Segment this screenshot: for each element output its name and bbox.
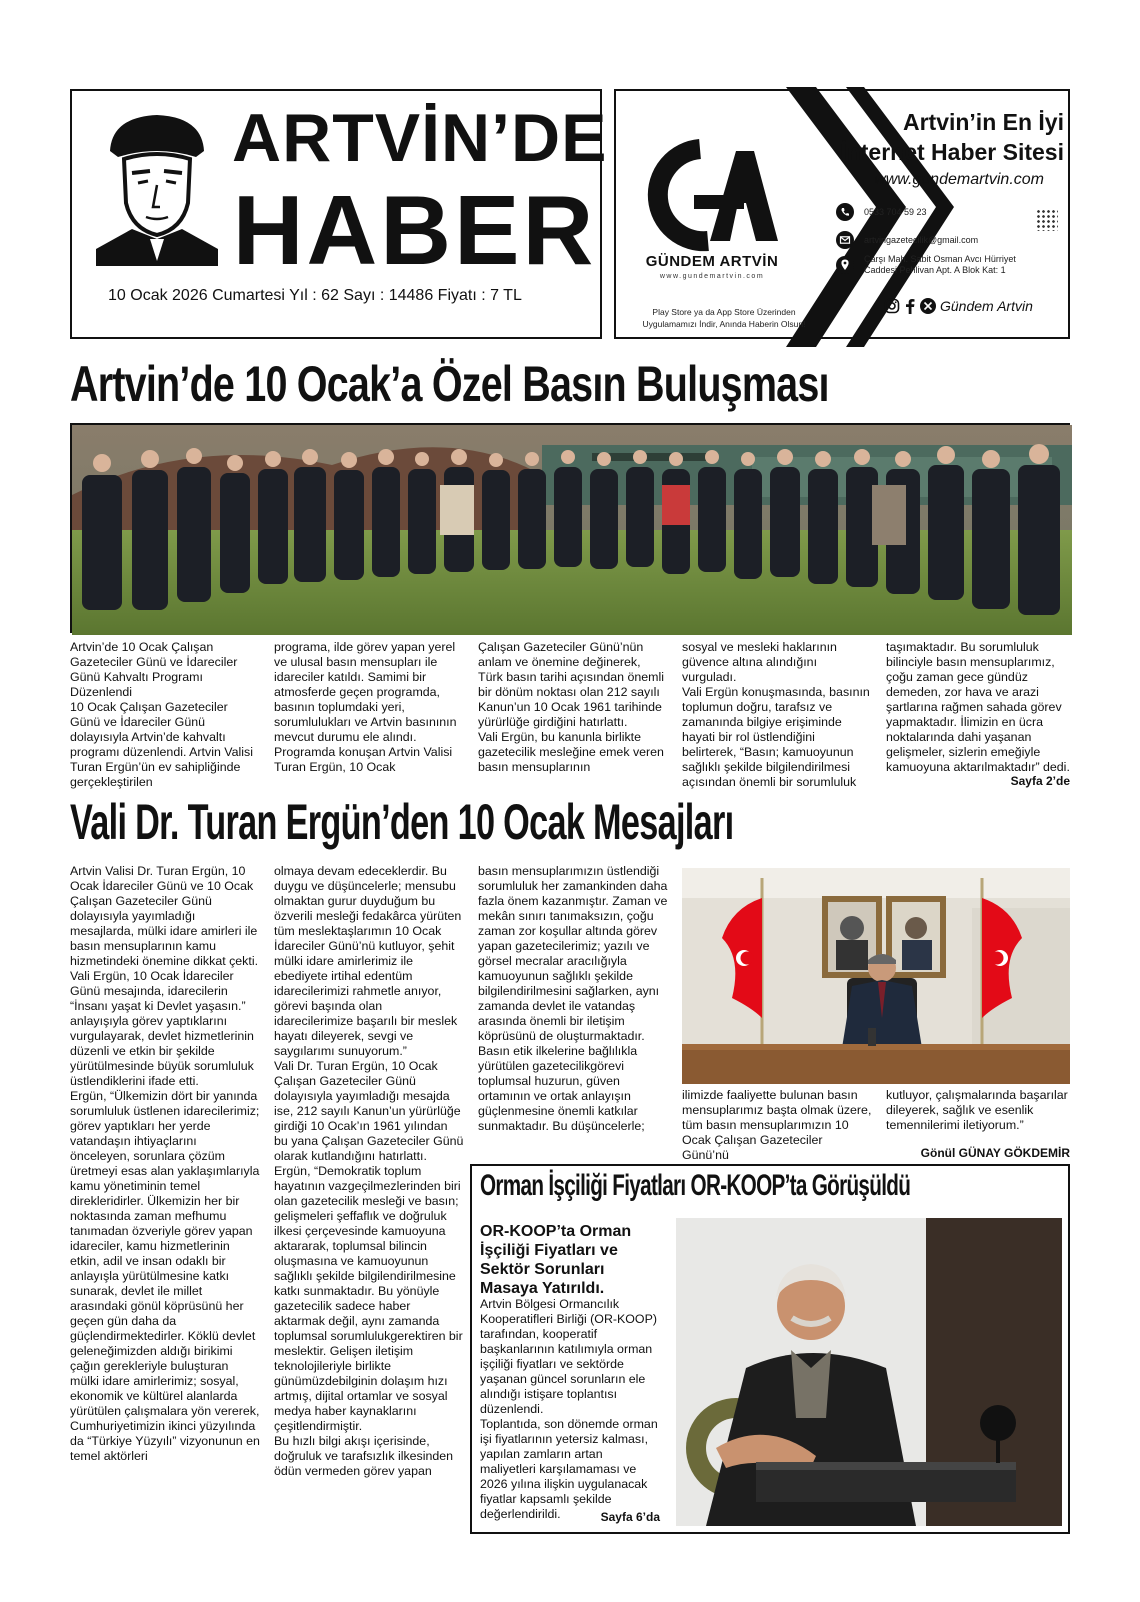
story1-column-1: Artvin’de 10 Ocak Çalışan Gazeteciler Günü ve İdareciler Günü Kahvaltı Programı Düzenlendi 10 Ocak Çalışan Gazeteciler Günü ve İdareciler Günü dolayısıyla Artvin’de kahvaltı programı düzenlendi. Artvin Valisi Turan Ergün’ün ev sahipliğinde gerçekleştirilen xyxy=(70,640,253,789)
location-pin-icon xyxy=(836,256,854,274)
story3-body: Artvin Bölgesi Ormancılık Kooperatifleri Birliği (OR-KOOP) tarafından, kooperatif başkanlarının katılımıyla orman işçiliği fiyatları ve sektörde yaşanan güncel sorunların ele alındığı istişare toplantısı düzenlendi. Toplantıda, son dönemde orman işi fiyatlarının yetersiz kalması, yapılan zamların artan maliyetleri karşılamaması ve 2026 yılına ilişkin uygulanacak fiyatlar kapsamlı şekilde değerlendirildi. xyxy=(480,1297,658,1521)
ad-brand-url-small: www.gundemartvin.com xyxy=(659,273,765,280)
story2-column-3: basın mensuplarımızın üstlendiği sorumluluk her zamankinden daha fazla önem kazanmıştır. Zaman ve mekân sınırı tanımaksızın, çoğu zaman zor koşullar altında görev yapan gazetecilerimiz; yazılı ve görsel mecralar aracılığıyla kamuoyunun sağlıklı şekilde bilgilendirilmesini sağlarken, aynı zamanda devlet ile vatandaş arasında önemli bir iletişim köprüsünü de oluşturmaktadır. Basın etik ilkelerine bağlılıkla yürütülen gazetecilikgörevi toplumsal huzurun, güven ortamının ve ortak anlayışın güçlenmesine önemli katkılar sunmaktadır. Bu düşüncelerle; xyxy=(478,864,668,1133)
story1-column-3: Çalışan Gazeteciler Günü’nün anlam ve önemine değinerek, Türk basın tarihi açısından önemli bir dönüm noktası olan 212 sayılı Kanun’un 10 Ocak 1961 tarihinde yürürlüğe girdiğini hatırlattı. Vali Ergün, bu kanunla birlikte gazetecilik mesleğine emek veren basın mensuplarının xyxy=(478,640,664,774)
ad-phone-row xyxy=(836,203,927,221)
gundem-artvin-ad[interactable] xyxy=(614,89,1070,339)
story2-headline[interactable]: Vali Dr. Turan Ergün’den 10 Ocak Mesajları xyxy=(70,794,734,850)
governor-office-photo xyxy=(682,868,1070,1084)
story3-headline[interactable]: Orman İşçiliği Fiyatları OR-KOOP’ta Görüşüldü xyxy=(480,1169,911,1202)
story2-byline: Gönül GÜNAY GÖKDEMİR xyxy=(920,1146,1070,1160)
governor-photo-illustration xyxy=(682,868,1070,1084)
email-icon xyxy=(836,231,854,249)
story1-group-photo xyxy=(70,423,1070,633)
ad-address-1: Çarşı Mah. Sabit Osman Avcı Hürriyet xyxy=(864,254,1016,264)
speaker-photo-illustration xyxy=(676,1218,1062,1526)
story2-column-5: kutluyor, çalışmalarında başarılar dileyerek, sağlık ve esenlik temennilerimi iletiyorum.” xyxy=(886,1088,1068,1132)
facebook-icon[interactable] xyxy=(904,298,916,314)
ad-address-2: Caddesi Pehlivan Apt. A Blok Kat: 1 xyxy=(864,265,1006,275)
story2-column-4: ilimizde faaliyette bulunan basın mensuplarımız başta olmak üzere, tüm basın mensuplarımızın 10 Ocak Çalışan Gazeteciler Günü’nü xyxy=(682,1088,872,1162)
orkoop-speaker-photo xyxy=(676,1218,1062,1526)
instagram-icon[interactable] xyxy=(884,298,900,314)
ad-website-link[interactable]: www.gundemartvin.com xyxy=(874,171,1044,188)
ad-social-handle: Gündem Artvin xyxy=(940,298,1033,314)
ad-email: artvingazetecilik@gmail.com xyxy=(864,234,979,245)
x-twitter-icon[interactable] xyxy=(920,298,936,314)
ad-tagline-2: İnternet Haber Sitesi xyxy=(840,139,1064,165)
story1-column-5: taşımaktadır. Bu sorumluluk bilinciyle basın mensuplarımız, çoğu zaman gece gündüz demeden, zor hava ve arazi şartlarına rağmen sahada görev yapmaktadır. İlimizin en ücra noktalarında dahi yaşanan gelişmeler, sizlerin emeğiyle kamuoyuna aktarılmaktadır” dedi. xyxy=(886,640,1070,774)
story2-column-2: olmaya devam edeceklerdir. Bu duygu ve düşüncelerle; mensubu olmaktan gurur duyduğum bu özverili mesleği fedakârca yürüten tüm meslektaşlarımın 10 Ocak İdareciler Günü’nü kutluyor, şehit mülki idare amirlerimiz ile ebediyete irtihal edentüm idarecilerimizi rahmetle anıyor, görevi başında olan idarecilerimize başarılı bir meslek hayatı dileyerek, sevgi ve saygılarımı sunuyorum.” Vali Dr. Turan Ergün, 10 Ocak Çalışan Gazeteciler Günü dolayısıyla yayımladığı mesajda ise, 212 sayılı Kanun’un yürürlüğe girdiği 10 Ocak’ın 1961 yılından bu yana Çalışan Gazeteciler Günü olarak kutlandığını hatırlattı. Ergün, “Demokratik toplum hayatının vazgeçilmezlerinden biri olan gazetecilik mesleği ve basın; gelişmeleri şeffaflık ve doğruluk ilkesi çerçevesinde kamuoyuna aktararak, toplumsal bilincin oluşmasına ve kamuoyunun sağlıklı şekilde bilgilendirilmesine katkı sunmaktadır. Bu yönüyle gazetecilik sadece haber aktarmak değil, aynı zamanda toplumsal sorumlulukgerektiren bir meslektir. Gelişen iletişim teknolojileriyle birlikte günümüzdebilginin dolaşım hızı artmış, dijital ortamlar ve sosyal medya haber kaynaklarını çeşitlendirmiştir. Bu hızlı bilgi akışı içerisinde, doğruluk ve tarafsızlık ilkesinden ödün vermeden görev yapan xyxy=(274,864,464,1478)
story3-subhead: OR-KOOP’ta Orman İşçiliği Fiyatları ve Sektör Sorunları Masaya Yatırıldı. xyxy=(480,1223,632,1297)
story1-column-2: programa, ilde görev yapan yerel ve ulusal basın mensupları ile idareciler katıldı. Samimi bir atmosferde geçen programda, basının toplumdaki yeri, sorumlulukları ve Artvin basınının mevcut durumu ele alındı. Programda konuşan Artvin Valisi Turan Ergün, 10 Ocak xyxy=(274,640,457,774)
ad-address-row xyxy=(836,254,1016,276)
story3-continued[interactable]: Sayfa 6’da xyxy=(600,1510,660,1524)
ad-brand-name: GÜNDEM ARTVİN xyxy=(645,253,779,270)
ad-phone: 0533 704 59 23 xyxy=(864,206,927,217)
masthead-left xyxy=(70,89,608,339)
ad-tagline xyxy=(814,107,1064,167)
ad-store-info xyxy=(624,306,824,330)
group-photo-illustration xyxy=(72,425,1072,635)
brand-title-line1: ARTVİN’DE xyxy=(232,100,608,176)
store-line-2: Uygulamamızı İndir, Anında Haberin Olsun! xyxy=(642,319,806,329)
story1-headline[interactable]: Artvin’de 10 Ocak’a Özel Basın Buluşması xyxy=(70,356,829,412)
story1-column-4: sosyal ve mesleki haklarının güvence altına alındığını vurguladı. Vali Ergün konuşmasında, basının toplumun doğru, tarafsız ve zamanında bilgiye erişiminde hayati bir rol üstlendiğini belirterek, “Basın; kamuoyunun sağlıklı şekilde bilgilendirilmesi açısından önemli bir sorumluluk xyxy=(682,640,870,789)
ad-tagline-1: Artvin’in En İyi xyxy=(902,109,1064,135)
ad-social-row xyxy=(884,298,1064,314)
story2-column-1: Artvin Valisi Dr. Turan Ergün, 10 Ocak İdareciler Günü ve 10 Ocak Çalışan Gazeteciler Günü dolayısıyla yayımladığı mesajlarda, mülki idare amirleri ile basın mensuplarının kamu hizmetindeki önemine dikkat çekti. Vali Ergün, 10 Ocak İdareciler Günü mesajında, idarecilerin “İnsanı yaşat ki Devlet yaşasın.” anlayışıyla görev yaptıklarını vurgulayarak, devlet hizmetlerinin düzenli ve etkin bir şekilde yürütülmesinde büyük sorumluluk üstlendiklerini ifade etti. Ergün, “Ülkemizin dört bir yanında sorumluluk üstlenen idarecilerimiz; görev yaptıkları her yerde vatandaşın ihtiyaçlarını önceleyen, sorunlara çözüm üretmeyi esas alan yaklaşımlarıyla kamu yönetiminin temel direkleridirler. Ülkemizin her bir noktasında zaman mefhumu tanımadan özveriyle görev yapan idareciler, kamu hizmetlerinin etkin, adil ve insan odaklı bir anlayışla yürütülmesine katkı sunarak, devlet ile millet arasındaki gönül köprüsünü her geçen gün daha da güçlendirmektedirler. Köklü devlet geleneğimizden aldığı birikimi çağın gerekleriyle buluşturan mülki idare amirlerimiz; sosyal, ekonomik ve kültürel alanlarda yürütülen çalışmalara yön vererek, Cumhuriyetimizin ikinci yüzyılında da “Türkiye Yüzyılı” vizyonunun en temel aktörleri xyxy=(70,864,260,1463)
gundem-artvin-logo-icon xyxy=(638,141,778,251)
ataturk-portrait-icon xyxy=(92,111,222,266)
issue-info: 10 Ocak 2026 Cumartesi Yıl : 62 Sayı : 14486 Fiyatı : 7 TL xyxy=(108,287,522,304)
story1-continued[interactable]: Sayfa 2’de xyxy=(1010,774,1070,788)
store-line-1: Play Store ya da App Store Üzerinden xyxy=(652,307,796,317)
ad-email-row xyxy=(836,231,978,249)
brand-title-line2: HABER xyxy=(232,175,597,285)
dot-grid-decoration xyxy=(1036,209,1058,231)
phone-icon xyxy=(836,203,854,221)
